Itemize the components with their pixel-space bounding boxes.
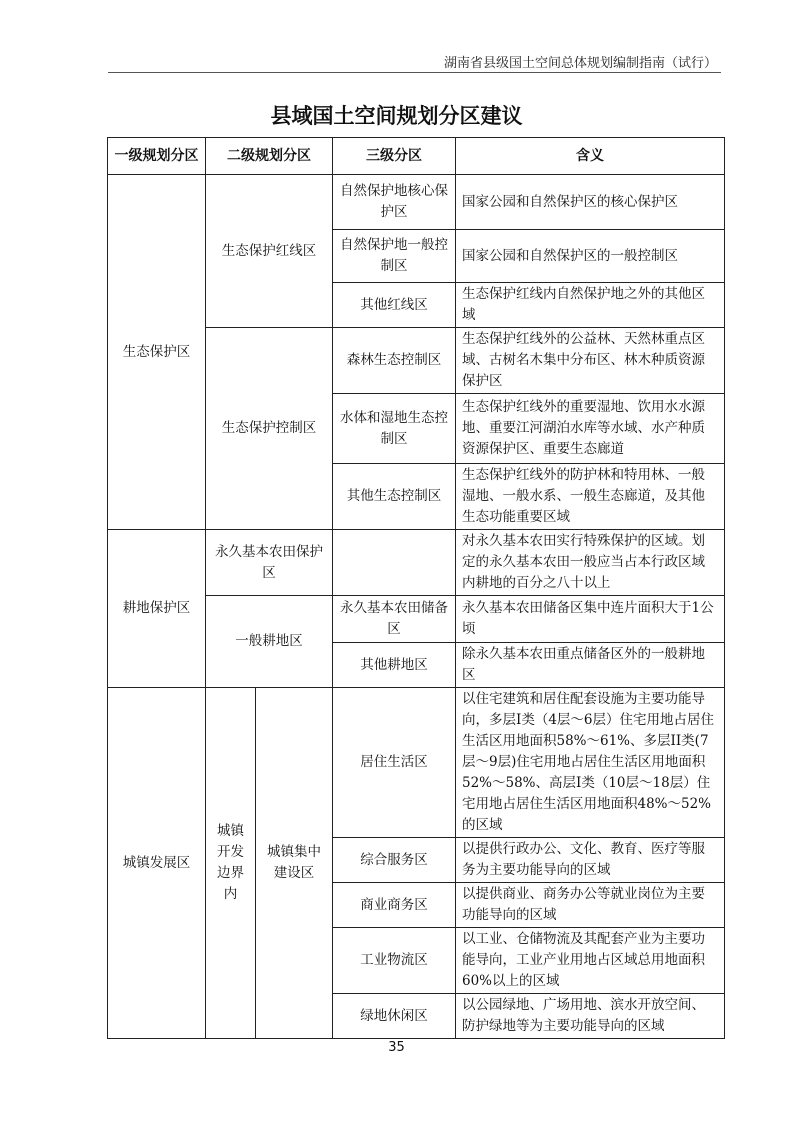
level3-cell: 其他红线区 xyxy=(333,283,456,328)
level3-cell: 其他生态控制区 xyxy=(333,464,456,530)
meaning-cell: 除永久基本农田重点储备区外的一般耕地区 xyxy=(456,643,725,688)
level3-cell: 绿地休闲区 xyxy=(333,994,456,1039)
table-title: 县域国土空间规划分区建议 xyxy=(270,104,523,128)
zoning-table xyxy=(107,137,725,1039)
table-row xyxy=(108,688,725,838)
column-header: 一级规划分区 xyxy=(108,138,206,175)
level2-cell: 永久基本农田保护区 xyxy=(206,530,333,596)
level3-cell: 永久基本农田储备区 xyxy=(333,596,456,643)
level2b-cell: 城镇集中建设区 xyxy=(256,688,333,1039)
level3-cell: 其他耕地区 xyxy=(333,643,456,688)
level3-cell: 综合服务区 xyxy=(333,838,456,883)
level2-cell: 生态保护红线区 xyxy=(206,175,333,328)
meaning-cell: 以提供行政办公、文化、教育、医疗等服务为主要功能导向的区域 xyxy=(456,838,725,883)
running-header xyxy=(108,48,721,73)
level3-cell: 森林生态控制区 xyxy=(333,328,456,394)
level2-cell: 一般耕地区 xyxy=(206,596,333,688)
meaning-cell: 生态保护红线外的公益林、天然林重点区域、古树名木集中分布区、林木种质资源保护区 xyxy=(456,328,725,394)
meaning-cell: 对永久基本农田实行特殊保护的区域。划定的永久基本农田一般应当占本行政区域内耕地的百分之八十以上 xyxy=(456,530,725,596)
column-header: 二级规划分区 xyxy=(206,138,333,175)
meaning-cell: 生态保护红线外的防护林和特用林、一般湿地、一般水系、一般生态廊道，及其他生态功能重要区域 xyxy=(456,464,725,530)
level2-cell: 生态保护控制区 xyxy=(206,328,333,530)
table-row xyxy=(108,530,725,596)
level1-cell: 城镇发展区 xyxy=(108,688,206,1039)
meaning-cell: 生态保护红线内自然保护地之外的其他区域 xyxy=(456,283,725,328)
meaning-cell: 以住宅建筑和居住配套设施为主要功能导向，多层I类（4层～6层）住宅用地占居住生活区用地面积58%～61%、多层II类(7层～9层)住宅用地占居住生活区用地面积52%～58%、高层I类（10层～18层）住宅用地占居住生活区用地面积48%～52%的区域 xyxy=(456,688,725,838)
level3-cell: 水体和湿地生态控制区 xyxy=(333,394,456,464)
level1-cell: 生态保护区 xyxy=(108,175,206,530)
level3-cell: 工业物流区 xyxy=(333,928,456,994)
running-header-title: 湖南省县级国土空间总体规划编制指南（试行） xyxy=(443,56,717,71)
level3-cell: 居住生活区 xyxy=(333,688,456,838)
page-number: 35 xyxy=(388,1040,405,1055)
level3-cell xyxy=(333,530,456,596)
level3-cell: 自然保护地一般控制区 xyxy=(333,230,456,283)
meaning-cell: 国家公园和自然保护区的一般控制区 xyxy=(456,230,725,283)
level2a-cell: 城镇开发边界内 xyxy=(206,688,256,1039)
column-header: 含义 xyxy=(456,138,725,175)
meaning-cell: 以公园绿地、广场用地、滨水开放空间、防护绿地等为主要功能导向的区域 xyxy=(456,994,725,1039)
level3-cell: 商业商务区 xyxy=(333,883,456,928)
meaning-cell: 永久基本农田储备区集中连片面积大于1公顷 xyxy=(456,596,725,643)
meaning-cell: 国家公园和自然保护区的核心保护区 xyxy=(456,175,725,230)
table-row xyxy=(108,175,725,230)
level3-cell: 自然保护地核心保护区 xyxy=(333,175,456,230)
column-header: 三级分区 xyxy=(333,138,456,175)
level1-cell: 耕地保护区 xyxy=(108,530,206,688)
table-header-row xyxy=(108,138,725,175)
meaning-cell: 以提供商业、商务办公等就业岗位为主要功能导向的区域 xyxy=(456,883,725,928)
meaning-cell: 以工业、仓储物流及其配套产业为主要功能导向，工业产业用地占区域总用地面积60%以上的区域 xyxy=(456,928,725,994)
meaning-cell: 生态保护红线外的重要湿地、饮用水水源地、重要江河湖泊水库等水域、水产种质资源保护区、重要生态廊道 xyxy=(456,394,725,464)
